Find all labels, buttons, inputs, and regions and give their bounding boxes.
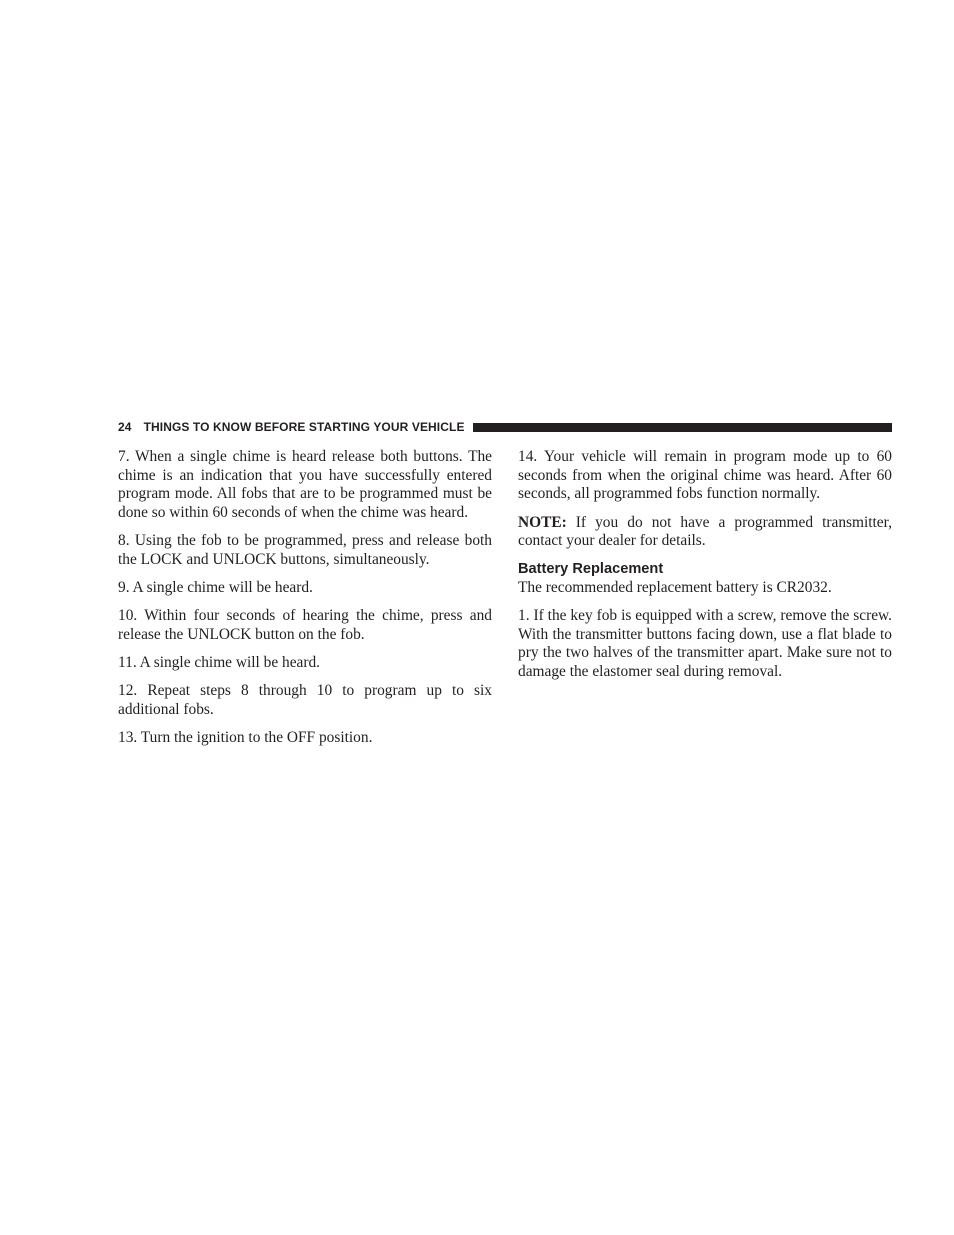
step-10-paragraph: 10. Within four seconds of hearing the chime, press and release the UNLOCK button on the fob. xyxy=(118,607,492,643)
step-14-paragraph: 14. Your vehicle will remain in program mode up to 60 seconds from when the original chime was heard. After 60 seconds, all programmed fobs function normally. xyxy=(518,448,892,503)
step-7-paragraph: 7. When a single chime is heard release both buttons. The chime is an indication that you have successfully entered program mode. All fobs that are to be programmed must be done so within 60 seconds of when the chime was heard. xyxy=(118,448,492,522)
step-13-paragraph: 13. Turn the ignition to the OFF position. xyxy=(118,728,373,746)
step-9-paragraph: 9. A single chime will be heard. xyxy=(118,579,313,596)
page-number: 24 xyxy=(118,420,132,434)
right-column xyxy=(518,448,892,691)
page-header xyxy=(118,419,892,435)
section-title: THINGS TO KNOW BEFORE STARTING YOUR VEHICLE xyxy=(143,420,465,434)
step-12-paragraph: 12. Repeat steps 8 through 10 to program up to six additional fobs. xyxy=(118,681,492,718)
step-8-paragraph: 8. Using the fob to be programmed, press and release both the LOCK and UNLOCK buttons, simultaneously. xyxy=(118,532,492,568)
battery-replacement-heading: Battery Replacement xyxy=(518,561,664,578)
battery-intro-paragraph: The recommended replacement battery is CR2032. xyxy=(518,578,832,596)
left-column xyxy=(118,448,492,757)
note-label: NOTE: xyxy=(518,513,567,531)
battery-step-1-paragraph: 1. If the key fob is equipped with a screw, remove the screw. With the transmitter buttons facing down, use a flat blade to pry the two halves of the transmitter apart. Make sure not to damage the elastomer seal during removal. xyxy=(518,606,892,681)
header-rule xyxy=(473,423,892,432)
step-11-paragraph: 11. A single chime will be heard. xyxy=(118,653,321,671)
note-paragraph xyxy=(518,514,892,551)
note-text: If you do not have a programmed transmitter, contact your dealer for details. xyxy=(518,513,892,550)
